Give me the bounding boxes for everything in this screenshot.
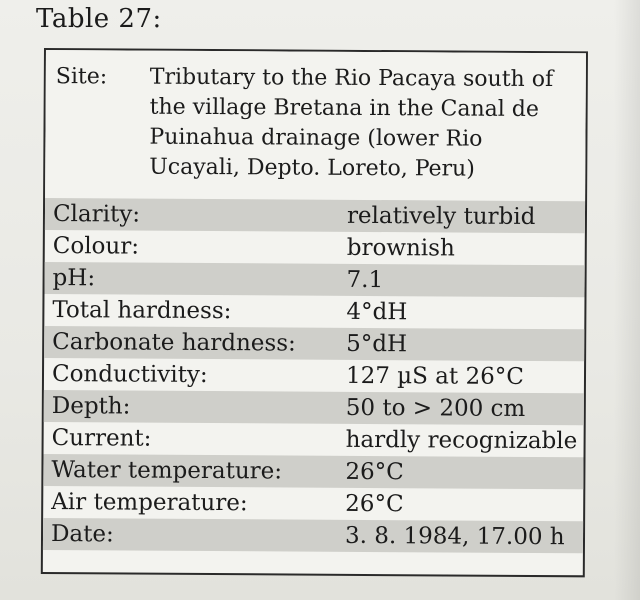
row-value: 26°C bbox=[345, 490, 404, 518]
table-row-conductivity bbox=[44, 358, 584, 393]
row-label: Current: bbox=[51, 425, 152, 452]
site-row bbox=[45, 50, 586, 201]
table-row-colour bbox=[45, 230, 585, 265]
table-row-ph bbox=[44, 262, 584, 297]
row-value: 127 µS at 26°C bbox=[345, 362, 524, 390]
table-row-total-hardness bbox=[44, 294, 584, 329]
row-value: 26°C bbox=[345, 458, 404, 486]
row-label: Total hardness: bbox=[52, 297, 232, 325]
row-value: hardly recognizable bbox=[345, 426, 578, 455]
row-value: 50 to > 200 cm bbox=[345, 394, 526, 422]
row-label: Date: bbox=[50, 521, 114, 548]
site-description bbox=[149, 63, 570, 186]
table-row-clarity bbox=[45, 198, 585, 233]
row-value: 4°dH bbox=[346, 298, 408, 326]
data-table bbox=[41, 48, 588, 577]
table-row-carbonate-hardness bbox=[44, 326, 584, 361]
row-label: Air temperature: bbox=[51, 489, 248, 517]
site-line: Ucayali, Depto. Loreto, Peru) bbox=[149, 154, 475, 182]
row-label: Depth: bbox=[51, 393, 131, 420]
table-row-air-temperature bbox=[43, 486, 583, 521]
row-label: Colour: bbox=[52, 233, 140, 260]
row-value: brownish bbox=[346, 234, 455, 262]
page-edge-shadow bbox=[614, 0, 640, 600]
site-line: Tributary to the Rio Pacaya south of bbox=[149, 64, 554, 93]
site-line: Puinahua drainage (lower Rio bbox=[149, 124, 483, 152]
row-label: Clarity: bbox=[52, 201, 141, 228]
row-value: relatively turbid bbox=[346, 202, 536, 231]
table-row-date bbox=[43, 518, 583, 553]
row-label: pH: bbox=[52, 265, 96, 292]
row-label: Conductivity: bbox=[51, 361, 208, 389]
table-caption: Table 27: bbox=[36, 4, 162, 34]
table-row-depth bbox=[44, 390, 584, 425]
row-value: 7.1 bbox=[346, 266, 384, 294]
site-line: the village Bretana in the Canal de bbox=[149, 94, 540, 123]
row-label: Carbonate hardness: bbox=[52, 329, 296, 357]
row-value: 5°dH bbox=[346, 330, 408, 358]
table-row-water-temperature bbox=[43, 454, 583, 489]
row-label: Water temperature: bbox=[51, 457, 283, 485]
site-label: Site: bbox=[55, 64, 108, 90]
table-row-current bbox=[44, 422, 584, 457]
row-value: 3. 8. 1984, 17.00 h bbox=[344, 522, 565, 551]
